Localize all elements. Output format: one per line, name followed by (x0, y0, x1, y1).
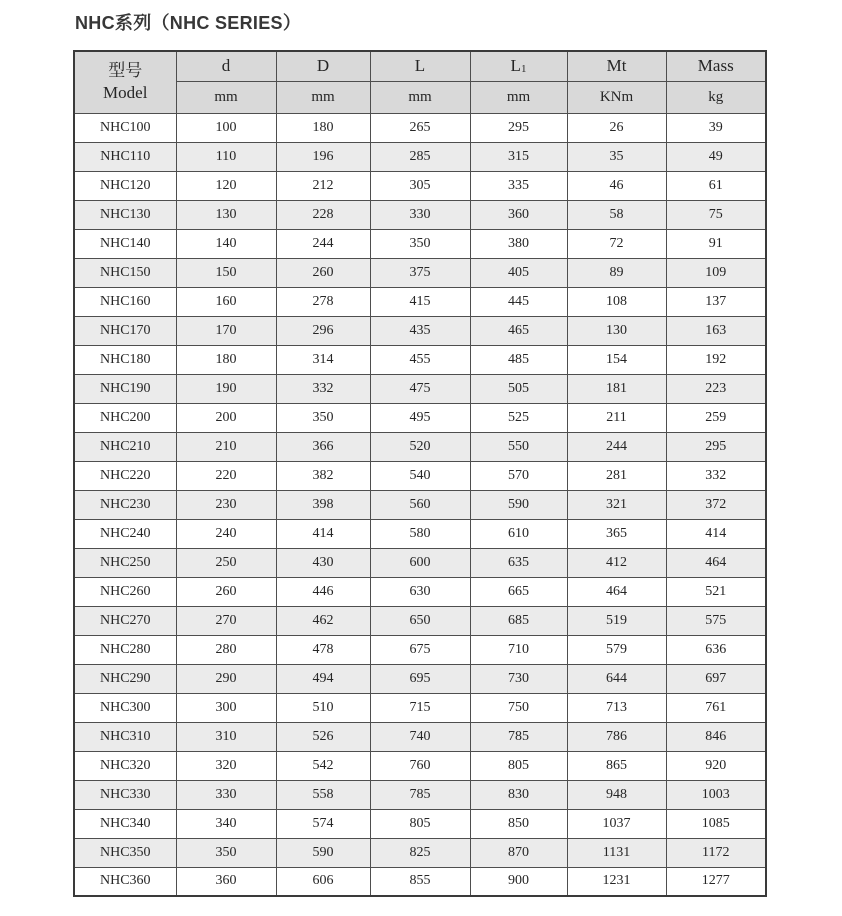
value-cell: 870 (470, 838, 567, 867)
table-row (74, 780, 766, 809)
value-cell: 350 (370, 229, 470, 258)
value-cell: 405 (470, 258, 567, 287)
value-cell: 281 (567, 461, 666, 490)
value-cell: 575 (666, 606, 766, 635)
value-cell: 579 (567, 635, 666, 664)
value-cell: 525 (470, 403, 567, 432)
value-cell: 750 (470, 693, 567, 722)
value-cell: 805 (470, 751, 567, 780)
value-cell: 315 (470, 142, 567, 171)
value-cell: 320 (176, 751, 276, 780)
value-cell: 295 (470, 113, 567, 142)
value-cell: 170 (176, 316, 276, 345)
page-title: NHC系列（NHC SERIES） (75, 13, 302, 33)
value-cell: 330 (176, 780, 276, 809)
model-cell: NHC190 (74, 374, 176, 403)
table-row (74, 403, 766, 432)
value-cell: 295 (666, 432, 766, 461)
value-cell: 280 (176, 635, 276, 664)
value-cell: 414 (666, 519, 766, 548)
table-row (74, 171, 766, 200)
value-cell: 296 (276, 316, 370, 345)
value-cell: 270 (176, 606, 276, 635)
header-l: L (370, 51, 470, 81)
unit-cap-d: mm (276, 81, 370, 113)
value-cell: 650 (370, 606, 470, 635)
value-cell: 332 (276, 374, 370, 403)
table-row (74, 809, 766, 838)
value-cell: 785 (470, 722, 567, 751)
value-cell: 630 (370, 577, 470, 606)
value-cell: 494 (276, 664, 370, 693)
value-cell: 948 (567, 780, 666, 809)
value-cell: 414 (276, 519, 370, 548)
value-cell: 521 (666, 577, 766, 606)
header-mt: Mt (567, 51, 666, 81)
value-cell: 250 (176, 548, 276, 577)
value-cell: 600 (370, 548, 470, 577)
value-cell: 574 (276, 809, 370, 838)
value-cell: 550 (470, 432, 567, 461)
value-cell: 713 (567, 693, 666, 722)
model-cell: NHC280 (74, 635, 176, 664)
model-cell: NHC210 (74, 432, 176, 461)
value-cell: 375 (370, 258, 470, 287)
value-cell: 200 (176, 403, 276, 432)
value-cell: 223 (666, 374, 766, 403)
model-cell: NHC240 (74, 519, 176, 548)
value-cell: 855 (370, 867, 470, 896)
value-cell: 695 (370, 664, 470, 693)
value-cell: 58 (567, 200, 666, 229)
value-cell: 330 (370, 200, 470, 229)
header-model-en: Model (103, 83, 148, 103)
value-cell: 259 (666, 403, 766, 432)
model-cell: NHC110 (74, 142, 176, 171)
value-cell: 465 (470, 316, 567, 345)
header-l1 (470, 51, 567, 81)
value-cell: 72 (567, 229, 666, 258)
value-cell: 75 (666, 200, 766, 229)
model-cell: NHC220 (74, 461, 176, 490)
value-cell: 560 (370, 490, 470, 519)
value-cell: 372 (666, 490, 766, 519)
value-cell: 335 (470, 171, 567, 200)
value-cell: 590 (470, 490, 567, 519)
model-cell: NHC270 (74, 606, 176, 635)
value-cell: 1003 (666, 780, 766, 809)
model-cell: NHC230 (74, 490, 176, 519)
model-cell: NHC310 (74, 722, 176, 751)
value-cell: 730 (470, 664, 567, 693)
table-row (74, 374, 766, 403)
table-row (74, 693, 766, 722)
table-row (74, 577, 766, 606)
value-cell: 46 (567, 171, 666, 200)
model-cell: NHC360 (74, 867, 176, 896)
value-cell: 212 (276, 171, 370, 200)
value-cell: 365 (567, 519, 666, 548)
model-cell: NHC340 (74, 809, 176, 838)
value-cell: 130 (567, 316, 666, 345)
value-cell: 636 (666, 635, 766, 664)
value-cell: 606 (276, 867, 370, 896)
value-cell: 398 (276, 490, 370, 519)
table-row (74, 287, 766, 316)
value-cell: 685 (470, 606, 567, 635)
value-cell: 740 (370, 722, 470, 751)
header-cap-d: D (276, 51, 370, 81)
value-cell: 825 (370, 838, 470, 867)
model-cell: NHC350 (74, 838, 176, 867)
table-row (74, 751, 766, 780)
model-cell: NHC300 (74, 693, 176, 722)
table-row (74, 606, 766, 635)
table-row (74, 548, 766, 577)
model-cell: NHC330 (74, 780, 176, 809)
value-cell: 290 (176, 664, 276, 693)
model-cell: NHC130 (74, 200, 176, 229)
table-row (74, 461, 766, 490)
value-cell: 446 (276, 577, 370, 606)
model-cell: NHC250 (74, 548, 176, 577)
value-cell: 485 (470, 345, 567, 374)
value-cell: 710 (470, 635, 567, 664)
value-cell: 665 (470, 577, 567, 606)
value-cell: 211 (567, 403, 666, 432)
table-row (74, 519, 766, 548)
value-cell: 210 (176, 432, 276, 461)
value-cell: 196 (276, 142, 370, 171)
value-cell: 635 (470, 548, 567, 577)
table-row (74, 635, 766, 664)
value-cell: 464 (567, 577, 666, 606)
value-cell: 558 (276, 780, 370, 809)
value-cell: 1037 (567, 809, 666, 838)
unit-mt: KNm (567, 81, 666, 113)
model-cell: NHC120 (74, 171, 176, 200)
value-cell: 285 (370, 142, 470, 171)
value-cell: 340 (176, 809, 276, 838)
value-cell: 478 (276, 635, 370, 664)
value-cell: 510 (276, 693, 370, 722)
value-cell: 366 (276, 432, 370, 461)
value-cell: 140 (176, 229, 276, 258)
model-cell: NHC290 (74, 664, 176, 693)
value-cell: 160 (176, 287, 276, 316)
value-cell: 154 (567, 345, 666, 374)
value-cell: 865 (567, 751, 666, 780)
value-cell: 91 (666, 229, 766, 258)
value-cell: 900 (470, 867, 567, 896)
value-cell: 180 (176, 345, 276, 374)
model-cell: NHC180 (74, 345, 176, 374)
table-row (74, 258, 766, 287)
model-cell: NHC320 (74, 751, 176, 780)
table-row (74, 200, 766, 229)
value-cell: 570 (470, 461, 567, 490)
value-cell: 360 (176, 867, 276, 896)
value-cell: 39 (666, 113, 766, 142)
model-cell: NHC260 (74, 577, 176, 606)
header-d: d (176, 51, 276, 81)
value-cell: 590 (276, 838, 370, 867)
value-cell: 163 (666, 316, 766, 345)
value-cell: 761 (666, 693, 766, 722)
value-cell: 519 (567, 606, 666, 635)
header-l1-base: L (510, 56, 521, 76)
model-cell: NHC150 (74, 258, 176, 287)
value-cell: 455 (370, 345, 470, 374)
value-cell: 300 (176, 693, 276, 722)
unit-l: mm (370, 81, 470, 113)
value-cell: 230 (176, 490, 276, 519)
value-cell: 260 (276, 258, 370, 287)
value-cell: 26 (567, 113, 666, 142)
value-cell: 108 (567, 287, 666, 316)
value-cell: 542 (276, 751, 370, 780)
value-cell: 100 (176, 113, 276, 142)
value-cell: 526 (276, 722, 370, 751)
value-cell: 580 (370, 519, 470, 548)
value-cell: 464 (666, 548, 766, 577)
table-row (74, 113, 766, 142)
value-cell: 1172 (666, 838, 766, 867)
value-cell: 1231 (567, 867, 666, 896)
value-cell: 180 (276, 113, 370, 142)
value-cell: 220 (176, 461, 276, 490)
unit-mass: kg (666, 81, 766, 113)
table-row (74, 722, 766, 751)
value-cell: 49 (666, 142, 766, 171)
value-cell: 785 (370, 780, 470, 809)
model-cell: NHC100 (74, 113, 176, 142)
value-cell: 786 (567, 722, 666, 751)
value-cell: 920 (666, 751, 766, 780)
table-row (74, 316, 766, 345)
table-row (74, 345, 766, 374)
unit-d: mm (176, 81, 276, 113)
model-cell: NHC140 (74, 229, 176, 258)
value-cell: 610 (470, 519, 567, 548)
model-cell: NHC160 (74, 287, 176, 316)
table-row (74, 838, 766, 867)
value-cell: 1131 (567, 838, 666, 867)
value-cell: 350 (176, 838, 276, 867)
value-cell: 110 (176, 142, 276, 171)
header-model-cn: 型号 (108, 61, 143, 81)
model-cell: NHC200 (74, 403, 176, 432)
value-cell: 244 (567, 432, 666, 461)
value-cell: 415 (370, 287, 470, 316)
value-cell: 830 (470, 780, 567, 809)
value-cell: 89 (567, 258, 666, 287)
value-cell: 846 (666, 722, 766, 751)
value-cell: 1277 (666, 867, 766, 896)
value-cell: 278 (276, 287, 370, 316)
value-cell: 495 (370, 403, 470, 432)
value-cell: 150 (176, 258, 276, 287)
value-cell: 314 (276, 345, 370, 374)
value-cell: 715 (370, 693, 470, 722)
value-cell: 360 (470, 200, 567, 229)
value-cell: 130 (176, 200, 276, 229)
value-cell: 380 (470, 229, 567, 258)
value-cell: 1085 (666, 809, 766, 838)
table-row (74, 490, 766, 519)
value-cell: 697 (666, 664, 766, 693)
value-cell: 412 (567, 548, 666, 577)
value-cell: 675 (370, 635, 470, 664)
value-cell: 850 (470, 809, 567, 838)
model-cell: NHC170 (74, 316, 176, 345)
header-model (74, 51, 176, 113)
value-cell: 240 (176, 519, 276, 548)
value-cell: 244 (276, 229, 370, 258)
value-cell: 435 (370, 316, 470, 345)
value-cell: 332 (666, 461, 766, 490)
table-row (74, 142, 766, 171)
value-cell: 137 (666, 287, 766, 316)
spec-table (73, 50, 767, 897)
value-cell: 192 (666, 345, 766, 374)
table-row (74, 867, 766, 896)
value-cell: 430 (276, 548, 370, 577)
value-cell: 445 (470, 287, 567, 316)
value-cell: 475 (370, 374, 470, 403)
value-cell: 109 (666, 258, 766, 287)
unit-l1: mm (470, 81, 567, 113)
value-cell: 181 (567, 374, 666, 403)
value-cell: 505 (470, 374, 567, 403)
table-row (74, 229, 766, 258)
table-header (74, 51, 766, 113)
value-cell: 265 (370, 113, 470, 142)
value-cell: 310 (176, 722, 276, 751)
value-cell: 805 (370, 809, 470, 838)
value-cell: 321 (567, 490, 666, 519)
value-cell: 35 (567, 142, 666, 171)
value-cell: 260 (176, 577, 276, 606)
value-cell: 61 (666, 171, 766, 200)
value-cell: 760 (370, 751, 470, 780)
value-cell: 520 (370, 432, 470, 461)
value-cell: 644 (567, 664, 666, 693)
value-cell: 228 (276, 200, 370, 229)
value-cell: 305 (370, 171, 470, 200)
value-cell: 382 (276, 461, 370, 490)
table-row (74, 664, 766, 693)
header-l1-sub: 1 (520, 63, 527, 76)
table-body (74, 113, 766, 896)
value-cell: 462 (276, 606, 370, 635)
value-cell: 120 (176, 171, 276, 200)
table-row (74, 432, 766, 461)
header-mass: Mass (666, 51, 766, 81)
value-cell: 190 (176, 374, 276, 403)
value-cell: 350 (276, 403, 370, 432)
value-cell: 540 (370, 461, 470, 490)
